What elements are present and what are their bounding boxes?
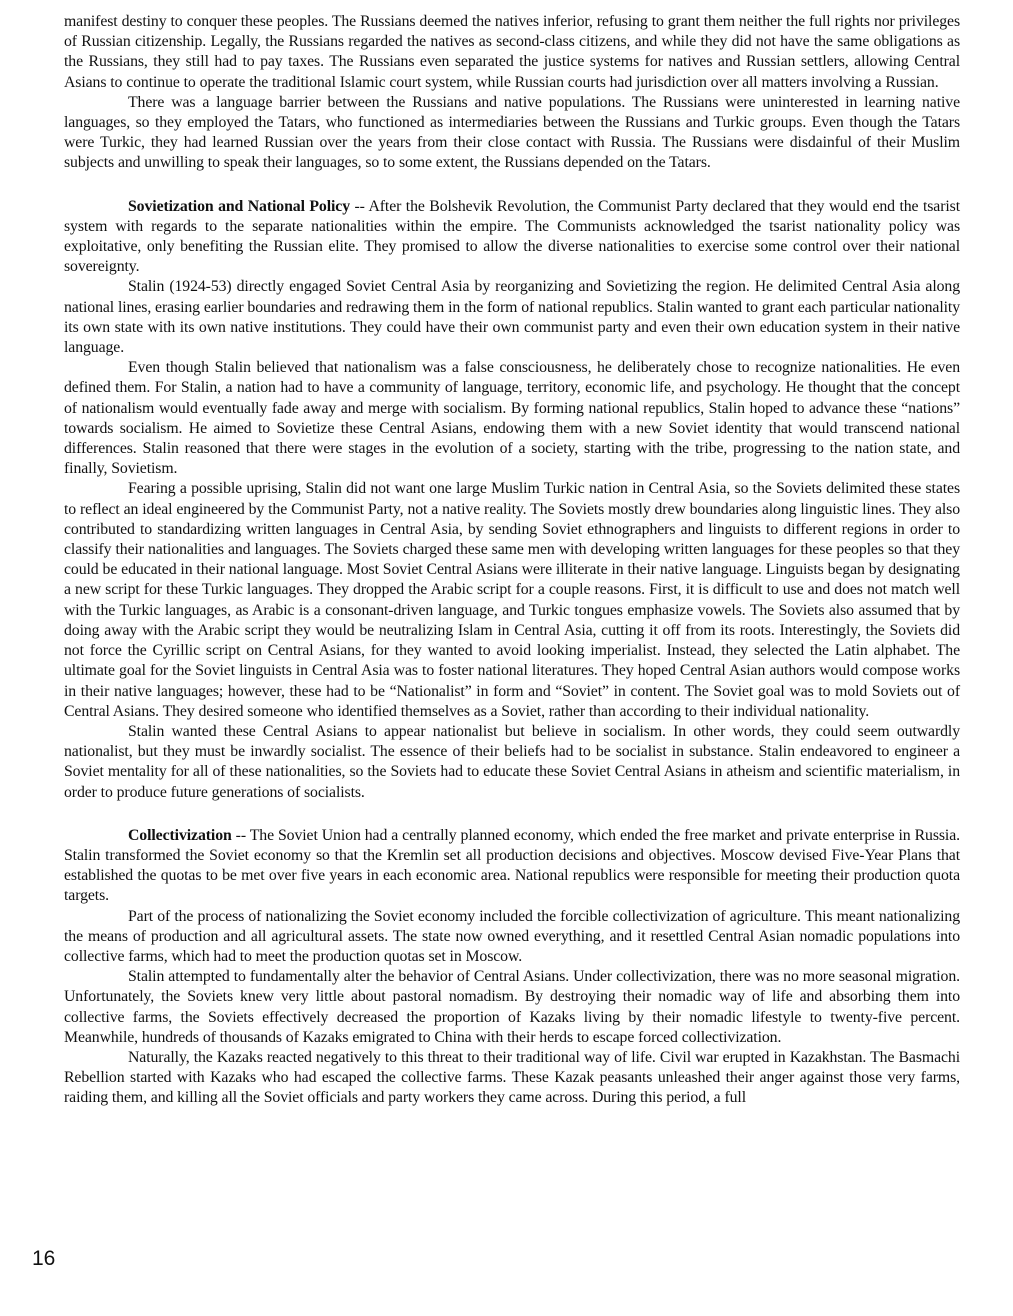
paragraph xyxy=(64,277,960,358)
paragraph xyxy=(64,907,960,968)
paragraph xyxy=(64,967,960,1048)
page-number: 16 xyxy=(32,1247,56,1270)
paragraph-text: -- The Soviet Union had a centrally planned economy, which ended the free market and private enterprise in Russia. Stalin transformed the Soviet economy so that the Kremlin set all production decisions and objectives. Moscow devised Five-Year Plans that established the quotas to be met over five years in each economic area. National republics were responsible for meeting their production quota targets. xyxy=(64,826,960,905)
paragraph-text: Stalin wanted these Central Asians to appear nationalist but believe in socialism. In other words, they could seem outwardly nationalist, but they must be inwardly socialist. The essence of their beliefs had to be socialist in substance. Stalin endeavored to engineer a Soviet mentality for all of these nationalities, so the Soviets had to educate these Soviet Central Asians in atheism and scientific materialism, in order to produce future generations of socialists. xyxy=(64,722,960,801)
paragraph xyxy=(64,12,960,93)
paragraph-text: Naturally, the Kazaks reacted negatively to this threat to their traditional way of life. Civil war erupted in Kazakhstan. The Basmachi Rebellion started with Kazaks who had escaped the collective farms. These Kazak peasants unleashed their anger against those very farms, raiding them, and killing all the Soviet officials and party workers they came across. During this period, a full xyxy=(64,1048,960,1107)
section-paragraph xyxy=(64,826,960,907)
paragraph xyxy=(64,358,960,479)
paragraph xyxy=(64,93,960,174)
paragraph-text: manifest destiny to conquer these peoples. The Russians deemed the natives inferior, refusing to grant them neither the full rights nor privileges of Russian citizenship. Legally, the Russians regarded the natives as second-class citizens, and while they did not have the same obligations as the Russians, they still had to pay taxes. The Russians even separated the justice systems for natives and Russian settlers, allowing Central Asians to continue to operate the traditional Islamic court system, while Russian courts had jurisdiction over all matters involving a Russian. xyxy=(64,13,960,91)
paragraph-text: Even though Stalin believed that nationalism was a false consciousness, he deliberately chose to recognize nationalities. He even defined them. For Stalin, a nation had to have a community of language, territory, economic life, and psychology. He thought that the concept of nationalism would eventually fade away and merge with socialism. By forming national republics, Stalin hoped to advance these “nations” towards socialism. He aimed to Sovietize these Central Asians, endowing them with a new Soviet identity that would transcend national differences. Stalin reasoned that there were stages in the evolution of a society, starting with the tribe, progressing to the nation state, and finally, Sovietism. xyxy=(64,359,960,478)
body-text xyxy=(64,12,960,1109)
paragraph-text: Part of the process of nationalizing the Soviet economy included the forcible collectivization of agriculture. This meant nationalizing the means of production and all agricultural assets. The state now owned everything, and it resettled Central Asian nomadic populations into collective farms, which had to meet the production quotas set in Moscow. xyxy=(64,907,960,965)
paragraph-text: Fearing a possible uprising, Stalin did not want one large Muslim Turkic nation in Central Asia, so the Soviets delimited these states to reflect an ideal engineered by the Communist Party, not a native reality. The Soviets mostly drew boundaries along linguistic lines. They also contributed to standardizing written languages in Central Asia, by sending Soviet ethnographers and linguists to different regions in order to classify their nationalities and languages. The Soviets charged these same men with developing written languages for these peoples so that they could be educated in their national language. Most Soviet Central Asians were illiterate in their native language. Linguists began by designating a new script for these Turkic languages. They dropped the Arabic script for a couple reasons. First, it is difficult to use and does not match well with the Turkic languages, as Arabic is a consonant-driven language, and Turkic tongues emphasize vowels. The Soviets also assumed that by doing away with the Arabic script they would be neutralizing Islam in Central Asia, cutting it off from its roots. Interestingly, the Soviets did not force the Cyrillic script on Central Asians, for they wanted to avoid looking imperialist. Instead, they selected the Latin alphabet. The ultimate goal for the Soviet linguists in Central Asia was to foster national literatures. They hoped Central Asian authors would compose works in their native languages; however, these had to be “Nationalist” in form and “Soviet” in content. The Soviet goal was to mold Soviets out of Central Asians. They desired someone who identified themselves as a Soviet, rather than according to their individual nationality. xyxy=(64,480,960,720)
section-paragraph xyxy=(64,197,960,278)
paragraph-text: Stalin attempted to fundamentally alter the behavior of Central Asians. Under collectivization, there was no more seasonal migration. Unfortunately, the Soviets knew very little about pastoral nomadism. By destroying their nomadic way of life and absorbing them into collective farms, the Soviets effectively decreased the proportion of Kazaks living by their nomadic lifestyle to twenty-five percent. Meanwhile, hundreds of thousands of Kazaks emigrated to China with their herds to escape forced collectivization. xyxy=(64,968,960,1046)
section-heading-sovietization: Sovietization and National Policy xyxy=(128,197,351,215)
section-heading-collectivization: Collectivization xyxy=(128,826,232,844)
paragraph xyxy=(64,1048,960,1109)
paragraph-text: Stalin (1924-53) directly engaged Soviet Central Asia by reorganizing and Sovietizing the region. He delimited Central Asia along national lines, erasing earlier boundaries and redrawing them in the form of national republics. Stalin wanted to grant each particular nationality its own state with its own native institutions. They could have their own communist party and even their own education system in their native language. xyxy=(64,278,960,357)
paragraph-text: -- After the Bolshevik Revolution, the Communist Party declared that they would end the tsarist system with regards to the separate nationalities within the empire. The Communists acknowledged the tsarist nationality policy was exploitative, only benefiting the Russian elite. They promised to allow the diverse nationalities to exercise some control over their national sovereignty. xyxy=(64,197,960,276)
paragraph-text: There was a language barrier between the Russians and native populations. The Russians were uninterested in learning native languages, so they employed the Tatars, who functioned as intermediaries between the Russians and Turkic groups. Even though the Tatars were Turkic, they had learned Russian over the years from their close contact with Russia. The Russians were disdainful of their Muslim subjects and unwilling to speak their languages, so to some extent, the Russians depended on the Tatars. xyxy=(64,93,960,172)
paragraph xyxy=(64,479,960,721)
paragraph xyxy=(64,722,960,803)
